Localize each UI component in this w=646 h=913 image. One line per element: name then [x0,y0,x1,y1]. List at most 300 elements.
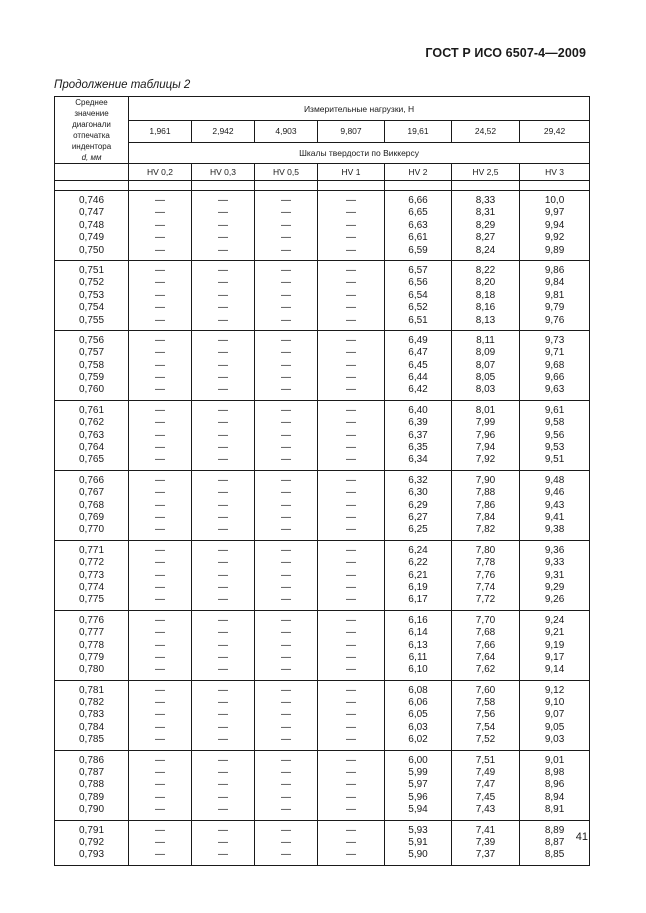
hv-low-cell [255,820,318,865]
dash-value: — [218,334,228,346]
hv2-value: 6,19 [408,581,428,593]
hv-low-cell [192,820,255,865]
hv3-cell [520,400,590,470]
hv25-value: 8,20 [475,277,496,289]
dash-value: — [155,557,165,569]
dash-value: — [281,511,291,523]
dash-value: — [281,195,291,206]
dash-value: — [218,836,228,848]
dash-value: — [281,302,291,314]
hv3-value: 9,51 [544,454,565,466]
hv2-value: 6,00 [408,754,428,766]
dash-value: — [346,581,356,593]
dash-value: — [155,404,165,416]
hv-low-cell [255,540,318,610]
d-value: 0,772 [78,557,105,569]
dash-value: — [218,384,228,396]
stub-line: Среднее [75,98,108,107]
dash-value: — [155,544,165,556]
dash-value: — [218,429,228,441]
dash-value: — [155,289,165,301]
hv3-value: 9,89 [544,244,565,256]
hv3-value: 9,66 [544,372,565,384]
dash-value: — [155,372,165,384]
hv2-value: 6,61 [408,232,428,244]
hv2-cell [385,330,452,400]
dash-value: — [218,849,228,861]
hv-low-cell [255,400,318,470]
hv25-value: 7,68 [475,627,496,639]
hv3-value: 9,07 [544,709,565,721]
dash-value: — [346,664,356,676]
hv3-value: 9,48 [544,474,565,486]
dash-value: — [218,347,228,359]
dash-value: — [281,709,291,721]
dash-value: — [346,544,356,556]
hv3-value: 8,85 [544,849,565,861]
load-header: 24,52 [452,121,520,142]
hv2-value: 6,42 [408,384,428,396]
dash-value: — [346,824,356,836]
hv2-value: 6,49 [408,334,428,346]
d-cell [55,680,129,750]
gap-cell [520,181,590,191]
d-value: 0,779 [78,651,105,663]
d-value: 0,764 [78,442,105,454]
d-value: 0,774 [78,581,105,593]
hv2-value: 6,30 [408,487,428,499]
hv2-value: 6,57 [408,264,428,276]
hv25-cell [452,330,520,400]
d-value: 0,766 [78,474,105,486]
dash-value: — [346,347,356,359]
table-caption: Продолжение таблицы 2 [54,79,191,91]
dash-value: — [155,709,165,721]
load-header: 4,903 [255,121,318,142]
hv25-value: 8,33 [475,195,496,206]
standard-designation: ГОСТ Р ИСО 6507-4—2009 [425,46,586,60]
hv3-value: 9,84 [544,277,565,289]
dash-value: — [346,384,356,396]
d-value: 0,753 [78,289,105,301]
dash-value: — [155,721,165,733]
dash-value: — [218,697,228,709]
dash-value: — [218,651,228,663]
hv2-value: 6,65 [408,207,428,219]
hv25-value: 8,31 [475,207,496,219]
hv2-value: 6,02 [408,734,428,746]
d-value: 0,790 [78,804,105,816]
d-value: 0,787 [78,767,105,779]
d-cell [55,610,129,680]
dash-value: — [218,499,228,511]
d-value: 0,762 [78,417,105,429]
dash-value: — [346,569,356,581]
hv2-value: 5,93 [408,824,428,836]
table-row-group [55,820,590,865]
hv3-value: 9,68 [544,359,565,371]
hv3-value: 9,58 [544,417,565,429]
dash-value: — [281,474,291,486]
hv-low-cell [192,260,255,330]
d-value: 0,780 [78,664,105,676]
load-header: 2,942 [192,121,255,142]
hv3-value: 9,92 [544,232,565,244]
d-value: 0,761 [78,404,105,416]
scale-header: HV 3 [520,164,590,181]
hv2-value: 6,05 [408,709,428,721]
hv2-cell [385,540,452,610]
hv25-value: 7,70 [475,614,496,626]
dash-value: — [281,767,291,779]
hv25-value: 7,74 [475,581,496,593]
dash-value: — [155,417,165,429]
hv2-cell [385,400,452,470]
hardness-table [54,96,590,866]
table-row-group [55,470,590,540]
stub-line: d, мм [81,153,102,162]
dash-value: — [346,264,356,276]
load-header: 29,42 [520,121,590,142]
dash-value: — [281,487,291,499]
hv2-value: 6,56 [408,277,428,289]
dash-value: — [218,511,228,523]
dash-value: — [155,334,165,346]
hv3-value: 9,43 [544,499,565,511]
d-value: 0,752 [78,277,105,289]
hv2-value: 6,32 [408,474,428,486]
dash-value: — [281,207,291,219]
d-value: 0,784 [78,721,105,733]
hv-low-cell [129,260,192,330]
hv25-cell [452,820,520,865]
dash-value: — [281,544,291,556]
dash-value: — [346,372,356,384]
d-cell [55,400,129,470]
d-value: 0,789 [78,791,105,803]
d-value: 0,750 [78,244,105,256]
hv25-cell [452,260,520,330]
d-value: 0,757 [78,347,105,359]
load-header: 19,61 [385,121,452,142]
dash-value: — [346,195,356,206]
dash-value: — [346,404,356,416]
hv2-cell [385,820,452,865]
hv25-value: 7,96 [475,429,496,441]
hv2-value: 6,34 [408,454,428,466]
d-unit-cell [55,164,129,181]
hv3-value: 9,38 [544,524,565,536]
d-value: 0,747 [78,207,105,219]
hv-low-cell [129,820,192,865]
dash-value: — [281,277,291,289]
hv3-value: 9,46 [544,487,565,499]
hv3-cell [520,750,590,820]
table-row-group [55,260,590,330]
dash-value: — [218,544,228,556]
dash-value: — [281,499,291,511]
hv2-value: 6,22 [408,557,428,569]
hv3-cell [520,610,590,680]
hv-low-cell [192,330,255,400]
dash-value: — [218,804,228,816]
hv-low-cell [192,191,255,261]
hv3-value: 8,87 [544,836,565,848]
hv2-value: 6,52 [408,302,428,314]
dash-value: — [346,334,356,346]
dash-value: — [346,721,356,733]
dash-value: — [218,302,228,314]
dash-value: — [155,664,165,676]
hv3-value: 9,81 [544,289,565,301]
dash-value: — [281,264,291,276]
hv2-value: 6,10 [408,664,428,676]
dash-value: — [281,804,291,816]
hv2-value: 6,03 [408,721,428,733]
d-value: 0,759 [78,372,105,384]
table-row-group [55,400,590,470]
hv-low-cell [255,610,318,680]
hv25-value: 8,01 [475,404,496,416]
dash-value: — [218,219,228,231]
hv3-cell [520,260,590,330]
dash-value: — [346,302,356,314]
dash-value: — [346,836,356,848]
hv25-value: 7,86 [475,499,496,511]
dash-value: — [346,524,356,536]
scale-header: HV 0,5 [255,164,318,181]
hv-low-cell [318,191,385,261]
dash-value: — [155,627,165,639]
hv3-value: 9,76 [544,314,565,326]
hv3-value: 8,98 [544,767,565,779]
hv2-value: 6,24 [408,544,428,556]
hv2-value: 5,99 [408,767,428,779]
hv2-value: 6,11 [408,651,428,663]
dash-value: — [155,474,165,486]
dash-value: — [346,754,356,766]
scale-header: HV 1 [318,164,385,181]
dash-value: — [218,244,228,256]
hv2-value: 5,91 [408,836,428,848]
hv25-value: 7,58 [475,697,496,709]
d-value: 0,748 [78,219,105,231]
stub-line: значение [74,109,109,118]
dash-value: — [281,627,291,639]
hv-low-cell [255,330,318,400]
d-value: 0,782 [78,697,105,709]
hv3-value: 9,94 [544,219,565,231]
gap-cell [452,181,520,191]
table-row-group [55,540,590,610]
hv2-value: 6,45 [408,359,428,371]
dash-value: — [218,232,228,244]
hv2-value: 6,37 [408,429,428,441]
hv-low-cell [129,330,192,400]
hv-low-cell [129,680,192,750]
hv2-value: 6,13 [408,639,428,651]
hv3-value: 9,36 [544,544,565,556]
dash-value: — [155,804,165,816]
dash-value: — [346,627,356,639]
d-cell [55,750,129,820]
dash-value: — [218,581,228,593]
hv-low-cell [192,540,255,610]
dash-value: — [346,474,356,486]
dash-value: — [155,347,165,359]
d-value: 0,749 [78,232,105,244]
hv3-value: 9,05 [544,721,565,733]
dash-value: — [155,207,165,219]
hv25-value: 7,92 [475,454,496,466]
hv-low-cell [255,680,318,750]
hv3-value: 9,33 [544,557,565,569]
d-value: 0,767 [78,487,105,499]
page-number: 41 [575,831,588,843]
dash-value: — [218,359,228,371]
dash-value: — [281,347,291,359]
dash-value: — [155,499,165,511]
hv-low-cell [318,260,385,330]
dash-value: — [218,639,228,651]
dash-value: — [218,614,228,626]
dash-value: — [218,767,228,779]
dash-value: — [155,767,165,779]
hv-low-cell [318,750,385,820]
dash-value: — [155,442,165,454]
hv25-cell [452,540,520,610]
hv25-value: 7,43 [475,804,496,816]
hv2-value: 6,06 [408,697,428,709]
table-row-group [55,610,590,680]
hv25-value: 7,60 [475,684,496,696]
dash-value: — [155,614,165,626]
hv2-value: 6,14 [408,627,428,639]
dash-value: — [281,614,291,626]
hv-low-cell [192,470,255,540]
gap-cell [192,181,255,191]
hv3-cell [520,330,590,400]
dash-value: — [218,207,228,219]
d-value: 0,793 [78,849,105,861]
hv25-value: 7,52 [475,734,496,746]
hv25-value: 7,80 [475,544,496,556]
dash-value: — [346,849,356,861]
dash-value: — [346,442,356,454]
d-value: 0,754 [78,302,105,314]
d-cell [55,820,129,865]
dash-value: — [346,359,356,371]
hv2-value: 6,16 [408,614,428,626]
dash-value: — [346,684,356,696]
dash-value: — [218,721,228,733]
dash-value: — [346,277,356,289]
dash-value: — [218,779,228,791]
stub-line: отпечатка [73,131,110,140]
header-gap [55,181,590,191]
hv2-value: 5,94 [408,804,428,816]
d-value: 0,776 [78,614,105,626]
hv3-value: 9,29 [544,581,565,593]
table-body [55,191,590,866]
dash-value: — [281,557,291,569]
dash-value: — [346,454,356,466]
d-value: 0,771 [78,544,105,556]
hv3-value: 9,41 [544,511,565,523]
hv3-value: 10,0 [544,195,565,206]
hv2-value: 5,96 [408,791,428,803]
d-cell [55,470,129,540]
hv2-value: 5,97 [408,779,428,791]
hv2-value: 6,25 [408,524,428,536]
hv3-value: 9,26 [544,594,565,606]
hv3-cell [520,191,590,261]
dash-value: — [281,404,291,416]
dash-value: — [218,487,228,499]
hv25-value: 8,11 [476,334,495,346]
dash-value: — [218,277,228,289]
dash-value: — [281,734,291,746]
dash-value: — [281,417,291,429]
dash-value: — [281,791,291,803]
scale-header: HV 2 [385,164,452,181]
dash-value: — [281,824,291,836]
dash-value: — [346,232,356,244]
dash-value: — [281,836,291,848]
dash-value: — [218,791,228,803]
dash-value: — [346,417,356,429]
d-value: 0,785 [78,734,105,746]
hv2-value: 6,54 [408,289,428,301]
load-header: 9,807 [318,121,385,142]
dash-value: — [155,779,165,791]
dash-value: — [281,442,291,454]
hv-low-cell [255,191,318,261]
hv2-value: 6,40 [408,404,428,416]
hv2-cell [385,750,452,820]
dash-value: — [218,474,228,486]
dash-value: — [346,487,356,499]
dash-value: — [346,791,356,803]
hv25-value: 7,88 [475,487,496,499]
hv25-value: 7,51 [475,754,496,766]
hv-low-cell [255,260,318,330]
dash-value: — [346,639,356,651]
hv3-value: 9,24 [544,614,565,626]
hv-low-cell [318,330,385,400]
gap-cell [55,181,129,191]
hv3-value: 9,61 [544,404,565,416]
hv-low-cell [192,750,255,820]
dash-value: — [155,384,165,396]
dash-value: — [346,734,356,746]
hv-low-cell [318,540,385,610]
hv3-value: 9,19 [544,639,565,651]
hv-low-cell [129,540,192,610]
dash-value: — [155,314,165,326]
hv-low-cell [318,820,385,865]
scale-header: HV 2,5 [452,164,520,181]
d-value: 0,755 [78,314,105,326]
d-value: 0,770 [78,524,105,536]
hv25-value: 7,99 [475,417,496,429]
dash-value: — [155,487,165,499]
hv3-value: 9,53 [544,442,565,454]
hv2-value: 6,66 [408,195,428,206]
scale-header: HV 0,2 [129,164,192,181]
dash-value: — [346,767,356,779]
d-value: 0,746 [78,195,105,206]
